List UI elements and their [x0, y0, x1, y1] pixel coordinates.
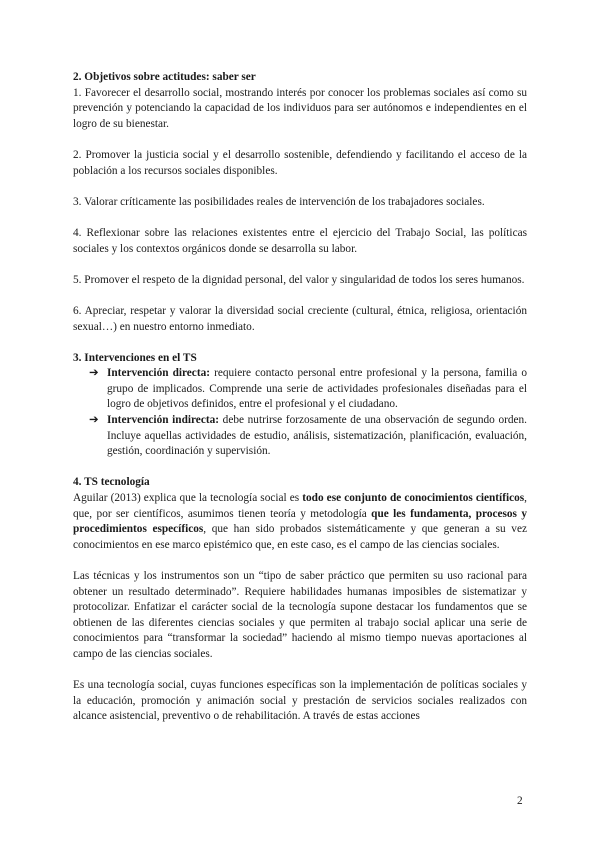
paragraph-aguilar	[73, 491, 527, 553]
interventions-list	[73, 366, 527, 460]
objective-2: 2. Promover la justicia social y el desarrollo sostenible, defendiendo y facilitando el acceso de la población a los recursos sociales disponibles.	[73, 148, 527, 177]
bold-run: que les fundamenta, procesos y procedimientos específicos	[73, 507, 527, 536]
section-heading-objectives: 2. Objetivos sobre actitudes: saber ser	[73, 71, 256, 83]
text-run: Aguilar (2013) explica que la tecnología social es	[73, 492, 303, 505]
bullet-term: Intervención indirecta:	[107, 414, 220, 427]
section-heading-technology: 4. TS tecnología	[73, 476, 150, 489]
arrow-bullet-icon: ➔	[89, 367, 99, 380]
bullet-term: Intervención directa:	[107, 367, 210, 380]
text-run: , que han sido probados sistemáticamente y que generan a su vez conocimientos en ese marco epistémico que, en este caso, es el campo de las ciencias sociales.	[73, 523, 527, 551]
list-item	[83, 413, 527, 460]
page-number: 2	[517, 795, 523, 807]
paragraph-social-technology: Es una tecnología social, cuyas funciones específicas son la implementación de políticas sociales y la educación, promoción y animación social y prestación de servicios sociales realizados con alcance asistencial, preventivo o de rehabilitación. A través de estas acciones	[73, 679, 527, 723]
paragraph-techniques: Las técnicas y los instrumentos son un “tipo de saber práctico que permiten su uso racional para obtener un resultado determinado”. Requiere habilidades humanas imposibles de sistematizar y protocolizar. Enfatizar el carácter social de la tecnología supone destacar los fundamentos que se obtienen de las diferentes ciencias sociales y que permiten al trabajo social aplicar una serie de conocimientos para “transformar la sociedad” haciendo al mismo tiempo nuevas aportaciones al campo de las ciencias sociales.	[73, 570, 527, 660]
section-heading-interventions: 3. Intervenciones en el TS	[73, 351, 197, 364]
objective-3: 3. Valorar críticamente las posibilidades reales de intervención de los trabajadores sociales.	[73, 195, 485, 208]
objective-4: 4. Reflexionar sobre las relaciones existentes entre el ejercicio del Trabajo Social, las políticas sociales y los contextos orgánicos donde se desarrolla su labor.	[73, 226, 527, 255]
bullet-text: requiere contacto personal entre profesional y la persona, familia o grupo de implicados. Comprende una serie de actividades profesionales diseñadas para el logro de objetivos definidos, entre el profesional y el ciudadano.	[107, 367, 527, 411]
text-run: , que, por ser científicos, asumimos tienen teoría y metodología	[73, 492, 527, 520]
objective-1: 1. Favorecer el desarrollo social, mostrando interés por conocer los problemas sociales así como su prevención y potenciando la capacidad de los individuos para ser autónomos e independientes en el logro de su bienestar.	[73, 86, 527, 130]
objective-6: 6. Apreciar, respetar y valorar la diversidad social creciente (cultural, étnica, religiosa, orientación sexual…) en nuestro entorno inmediato.	[73, 304, 527, 333]
bold-run: todo ese conjunto de conocimientos científicos	[302, 492, 525, 505]
list-item	[83, 366, 527, 413]
arrow-bullet-icon: ➔	[89, 414, 99, 427]
objective-5: 5. Promover el respeto de la dignidad personal, del valor y singularidad de todos los seres humanos.	[73, 273, 525, 286]
page-content	[73, 70, 527, 725]
bullet-text: debe nutrirse forzosamente de una observación de segundo orden. Incluye aquellas actividades de estudio, análisis, sistematización, planificación, evaluación, gestión, coordinación y supervisión.	[107, 414, 527, 458]
